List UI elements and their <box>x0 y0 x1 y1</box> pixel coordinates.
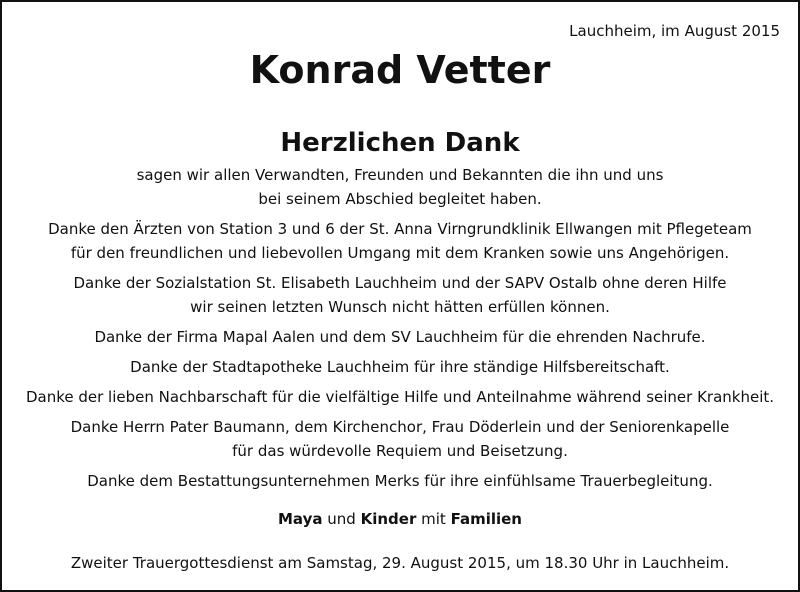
paragraph-doctors <box>0 217 800 265</box>
text-line: für den freundlichen und liebevollen Umgang mit dem Kranken sowie uns Angehörigen. <box>70 244 730 262</box>
signature-name-familien: Familien <box>450 510 522 528</box>
text-line: Danke dem Bestattungsunternehmen Merks für ihre einfühlsame Trauerbegleitung. <box>87 472 713 490</box>
text-line: Zweiter Trauergottesdienst am Samstag, 29. August 2015, um 18.30 Uhr in Lauchheim. <box>70 554 730 572</box>
text-line: für das würdevolle Requiem und Beisetzung. <box>232 442 568 460</box>
text-line: Danke der Stadtapotheke Lauchheim für ihre ständige Hilfsbereitschaft. <box>130 358 670 376</box>
paragraph-nachbarschaft <box>0 385 800 409</box>
paragraph-mapal <box>0 325 800 349</box>
text-line: bei seinem Abschied begleitet haben. <box>258 190 542 208</box>
signature-name-maya: Maya <box>277 510 323 528</box>
paragraph-requiem <box>0 415 800 463</box>
text-line: Danke Herrn Pater Baumann, dem Kirchenchor, Frau Döderlein und der Seniorenkapelle <box>70 418 730 436</box>
signature <box>0 507 800 531</box>
signature-word: mit <box>421 510 446 528</box>
text-line: Danke der lieben Nachbarschaft für die vielfältige Hilfe und Anteilnahme während seiner Krankheit. <box>25 388 775 406</box>
paragraph-intro <box>0 163 800 211</box>
signature-word: und <box>327 510 356 528</box>
text-line: Danke den Ärzten von Station 3 und 6 der St. Anna Virngrundklinik Ellwangen mit Pflegeteam <box>48 220 752 238</box>
signature-name-kinder: Kinder <box>360 510 417 528</box>
text-line: wir seinen letzten Wunsch nicht hätten erfüllen können. <box>190 298 610 316</box>
thanks-heading: Herzlichen Dank <box>280 128 520 158</box>
text-line: sagen wir allen Verwandten, Freunden und Bekannten die ihn und uns <box>136 166 664 184</box>
paragraph-bestattung <box>0 469 800 493</box>
paragraph-sozialstation <box>0 271 800 319</box>
paragraph-apotheke <box>0 355 800 379</box>
text-line: Danke der Firma Mapal Aalen und dem SV Lauchheim für die ehrenden Nachrufe. <box>94 328 706 346</box>
text-line: Danke der Sozialstation St. Elisabeth Lauchheim und der SAPV Ostalb ohne deren Hilfe <box>73 274 727 292</box>
deceased-name: Konrad Vetter <box>249 48 551 92</box>
footer-line <box>0 551 800 575</box>
date-line: Lauchheim, im August 2015 <box>569 22 780 40</box>
